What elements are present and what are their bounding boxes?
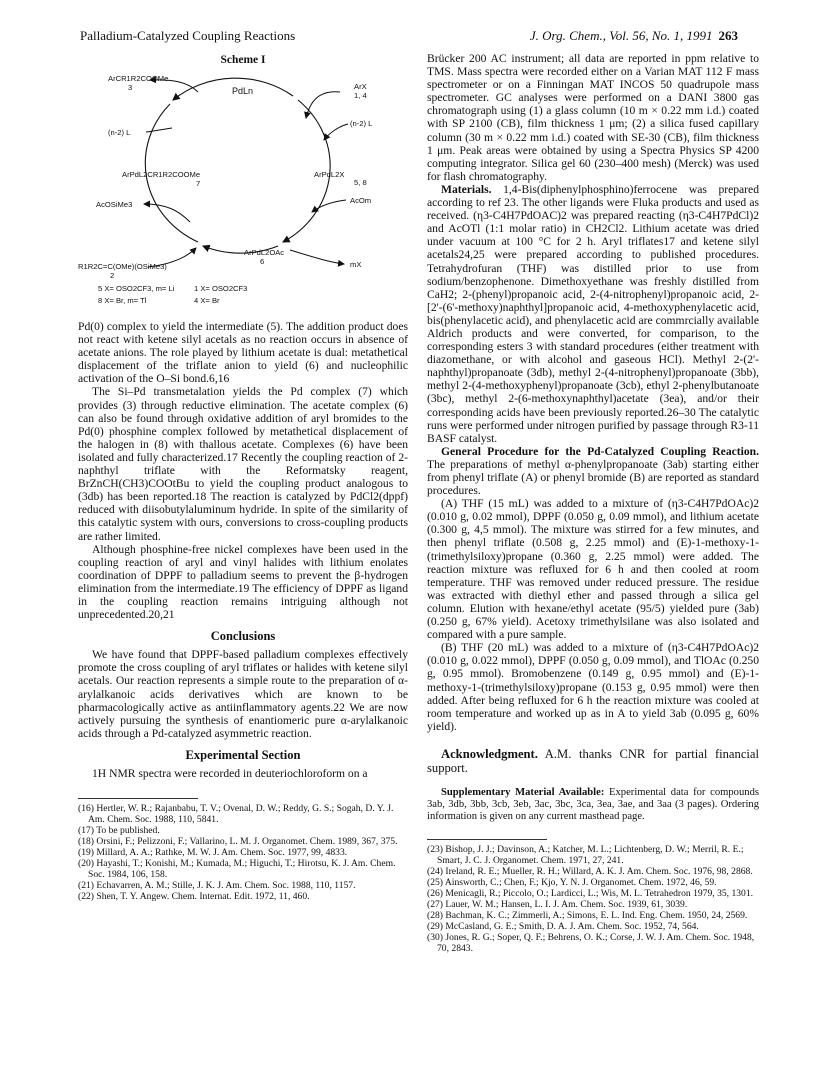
procedure-a: (A) THF (15 mL) was added to a mixture of (η3-C4H7PdOAc)2 (0.010 g, 0.02 mmol), DPPF (0.050 g, 0.09 mmol), and lithium acetate (0.300 g, 4,5 mmol). The mixture was stirred for a few minutes, and then phenyl triflate (0.508 g, 2.25 mmol) and (E)-1-methoxy-1-(trimethylsiloxy)propane (0.360 g, 2.25 mmol) were added. The reaction mixture was refluxed for 6 h and then cooled at room temperature. THF was removed under reduced pressure. The residue was extracted with diethyl ether and passed through a silica gel column. Elution with hexane/ethyl acetate (95/5) yielded pure (3ab) (0.250 g, 67% yield). Acetoxy trimethylsilane was also isolated and compared with a pure sample. xyxy=(427,497,759,642)
product-3-label: ArCR1R2COOMe xyxy=(108,74,169,83)
mx-label: mX xyxy=(350,260,362,269)
complex-7-number: 7 xyxy=(196,179,201,188)
legend-1: 1 X= OSO2CF3 xyxy=(194,284,248,293)
arx-label: ArX xyxy=(354,82,367,91)
footnote: (17) To be published. xyxy=(78,825,160,837)
page-number: 263 xyxy=(718,28,738,43)
footnote: (27) Lauer, W. M.; Hansen, L. I. J. Am. Chem. Soc. 1939, 61, 3039. xyxy=(427,898,688,910)
acom-label: AcOm xyxy=(350,196,372,205)
paragraph: Although phosphine-free nickel complexes have been used in the coupling reaction of aryl and vinyl halides with lithium enolates coordination of DPPF to palladium seems to prevent the β-hydrogen elimination from the intermediate.19 The efficiency of DPPF as ligand in the coupling reaction remains intriguing although not unprecedented.20,21 xyxy=(78,542,408,622)
general-procedure-paragraph xyxy=(427,445,759,497)
pd-center-label: PdLn xyxy=(232,86,254,96)
acosime3-label: AcOSiMe3 xyxy=(96,200,133,209)
complex-7-label: ArPdL2CR1R2COOMe xyxy=(122,170,201,179)
ligand-left-label: (n-2) L xyxy=(108,128,131,137)
complex-6-label: ArPdL2OAc xyxy=(244,248,285,257)
ligand-out-left xyxy=(146,128,172,132)
ligand-right-label: (n-2) L xyxy=(350,119,373,128)
paragraph: Pd(0) complex to yield the intermediate (5). The addition product does not react with ketene silyl acetals as no reaction occurs in absence of acetate anions. The role played by lithium acetate is dual: metathetical displacement of the triflate anion to yield (6) and nucleophilic activation of the O–Si bond.6,16 xyxy=(78,320,408,386)
legend-5: 5 X= OSO2CF3, m= Li xyxy=(98,284,175,293)
footnotes-left xyxy=(78,803,408,902)
footnote: (29) McCasland, G. E.; Smith, D. A. J. Am. Chem. Soc. 1952, 74, 564. xyxy=(427,920,699,932)
footnote: (24) Ireland, R. E.; Mueller, R. H.; Willard, A. K. J. Am. Chem. Soc. 1976, 98, 2868. xyxy=(427,865,753,877)
acknowledgment-heading: Acknowledgment. xyxy=(441,746,538,761)
legend-8: 8 X= Br, m= Tl xyxy=(98,296,147,305)
footnote: (22) Shen, T. Y. Angew. Chem. Internat. Edit. 1972, 11, 460. xyxy=(78,891,310,903)
footnote: (19) Millard, A. A.; Rathke, M. W. J. Am. Chem. Soc. 1977, 99, 4833. xyxy=(78,847,348,859)
journal-name: J. Org. Chem., Vol. 56, No. 1, 1991 xyxy=(529,28,713,43)
footnote: (30) Jones, R. G.; Soper, Q. F.; Behrens, O. K.; Corse, J. W. J. Am. Chem. Soc. 1948, 70, 2843. xyxy=(427,931,755,954)
acknowledgment-text: A.M. thanks CNR for partial financial support. xyxy=(427,746,759,775)
paragraph: We have found that DPPF-based palladium complexes effectively promote the cross coupling of aryl triflates or halides with ketene silyl acetals. Our reaction represents a simple route to the preparation of α-arylalkanoic acids derivatives which are known to be pharmacologically active as antiinflammatory agents.22 We are now actively pursuing the synthesis of enantiomeric pure α-arylalkanoic acids through a Pd-catalyzed asymmetric reaction. xyxy=(78,648,408,740)
scheme-1 xyxy=(78,52,408,280)
complex-6-number: 6 xyxy=(260,257,265,266)
legend-4: 4 X= Br xyxy=(194,296,220,305)
mx-out-arrow xyxy=(290,250,344,264)
footnote: (16) Hertler, W. R.; Rajanbabu, T. V.; Ovenal, D. W.; Reddy, G. S.; Sogah, D. Y. J. Am. Chem. Soc. 1988, 110, 5841. xyxy=(78,803,394,826)
left-column xyxy=(78,52,408,902)
footnote-rule xyxy=(427,839,547,840)
ketene-acetal-number: 2 xyxy=(110,271,115,280)
scheme-legend xyxy=(78,280,408,320)
footnote: (23) Bishop, J. J.; Davinson, A.; Katcher, M. L.; Lichtenberg, D. W.; Merril, R. E.; Smart, J. C. J. Organomet. Chem. 1971, 27, 241. xyxy=(427,843,744,866)
footnote: (26) Menicagli, R.; Piccolo, O.; Lardicci, L.; Wis, M. L. Tetrahedron 1979, 35, 1301. xyxy=(427,887,754,899)
supplementary-heading: Supplementary Material Available: xyxy=(441,786,605,798)
footnote: (20) Hayashi, T.; Konishi, M.; Kumada, M.; Higuchi, T.; Hirotsu, K. J. Am. Chem. Soc. 1984, 106, 158. xyxy=(78,858,396,881)
footnotes-right xyxy=(427,844,759,954)
journal-citation xyxy=(530,28,738,44)
paragraph: Brücker 200 AC instrument; all data are reported in ppm relative to TMS. Mass spectra were recorded either on a Varian MAT 112 F mass spectrometer or on a Finningan MAT INCOS 50 quadrupole mass spectrometer. GC analyses were performed on a DANI 3800 gas chromatograph using (1) a glass column (10 m × 0.22 mm i.d.) coated with SP 2100 (CB), film thickness 1 μm; (2) a silica fused capillary column (30 m × 0.22 mm i.d.) coated with SE-30 (CB), film thickness 1 μm. Peak areas were obtained by using a Spectra Physics SP 4200 computing integrator. Silica gel 60 (230–400 mesh) (Merck) was used for flash chromatography. xyxy=(427,52,759,183)
right-column xyxy=(427,52,759,954)
ketene-acetal-label: R1R2C=C(OMe)(OSiMe3) xyxy=(78,262,167,271)
arx-in-arrow xyxy=(306,92,340,118)
materials-text: 1,4-Bis(diphenylphosphino)ferrocene was prepared according to ref 23. The other ligands were Fluka products and used as received. (η3-C4H7PdOAC)2 was prepared reacting (η3-C4H7PdCl)2 and AcOTl (1:1 molar ratio) in CH2Cl2. Lithium acetate was dried under vacuum at 100 °C for 2 h. Aryl triflates17 and ketene silyl acetals24,25 were prepared according to published procedures. Tetrahydrofuran (THF) was distilled prior to use from sodium/benzophenone. Dimethoxyethane was freshly distilled from CaH2; 2-(phenyl)propanoic acid, 2-(4-nitrophenyl)propanoic acid, 2-[2'-(6'-methoxy)naphthyl]propanoic acid, 4-methoxyphenylacetic acid, bis(phenylacetic acid), and phenylacetic acid are commrcially available Aldrich products and were converted, for comparison, to the corresponding esters 3 with standard procedures (either treatment with diazomethane, or with alcohol and gaseous HCl). Methyl 2-(2'-naphthyl)propanoate (3db), methyl 2-(4-nitrophenyl)propanoate (3bb), methyl 2-(4-methoxyphenyl)propanoate (3cb), ethyl 2-phenylbutanoate (3bc), methyl 2-(6-methoxynaphthyl)acetate (3ea), and/or their corresponding acids have been previously reported.26–30 The catalytic runs were performed under nitrogen purified by passage through R3-11 BASF catalyst. xyxy=(427,182,759,445)
arx-number: 1, 4 xyxy=(354,91,367,100)
running-title: Palladium-Catalyzed Coupling Reactions xyxy=(80,28,296,43)
procedure-b: (B) THF (20 mL) was added to a mixture of (η3-C4H7PdOAc)2 (0.010 g, 0.022 mmol), DPPF (0.050 g, 0.09 mmol), and TlOAc (0.250 g, 0.95 mmol). Bromobenzene (0.149 g, 0.95 mmol) and (E)-1-methoxy-1-(trimethylsiloxy)propane (0.153 g, 0.95 mmol) were then added. After being refluxed for 6 h the reaction mixture was cooled at room temperature and worked up as in A to yield 3ab (0.095 g, 60% yield). xyxy=(427,641,759,733)
general-procedure-heading: General Procedure for the Pd-Catalyzed Coupling Reaction. xyxy=(441,444,759,458)
materials-heading: Materials. xyxy=(441,182,492,196)
paragraph: 1H NMR spectra were recorded in deuteriochloroform on a xyxy=(92,767,368,780)
acknowledgment xyxy=(427,747,759,775)
paragraph: The Si–Pd transmetalation yields the Pd complex (7) which provides (3) through reductive elimination. The acetate complex (6) can also be found through oxidative addition of aryl bromides to the Pd(0) phosphine complex followed by metathetical displacement of the halogen in (8) with thallous acetate. Complexes (6) have been isolated and fully characterized.17 Recently the coupling reaction of 2-naphthyl triflate with the Reformatsky reagent, BrZnCH(CH3)COOtBu to yield the coupling product analogous to (3db) has been reported.18 The reaction is catalyzed by PdCl2(dppf) reduced with diisobutylaluminum hydride. In spite of the similarity of this catalytic system with ours, conversions to cross-coupling products are rather limited. xyxy=(78,385,408,543)
footnote-rule xyxy=(78,798,198,799)
footnote: (21) Echavarren, A. M.; Stille, J. K. J. Am. Chem. Soc. 1988, 110, 1157. xyxy=(78,880,356,892)
general-procedure-text: The preparations of methyl α-phenylpropanoate (3ab) starting either from phenyl triflate (A) or phenyl bromide (B) are reported as standard procedures. xyxy=(427,457,759,498)
complex-58-label: ArPdL2X xyxy=(314,170,345,179)
materials-paragraph xyxy=(427,183,759,445)
complex-58-number: 5, 8 xyxy=(354,178,367,187)
scheme-title: Scheme I xyxy=(220,54,266,66)
product-3-number: 3 xyxy=(128,83,133,92)
supplementary-material xyxy=(427,787,759,823)
experimental-heading: Experimental Section xyxy=(185,747,301,762)
footnote: (18) Orsini, F.; Pelizzoni, F.; Vallarino, L. M. J. Organomet. Chem. 1989, 367, 375. xyxy=(78,836,398,848)
supplementary-text: Experimental data for compounds 3ab, 3db, 3bb, 3cb, 3eb, 3ac, 3bc, 3ca, 3ea, 3ae, and 3aa (3 pages). Ordering information is given on any current masthead page. xyxy=(427,786,759,822)
conclusions-heading: Conclusions xyxy=(210,629,276,644)
ligand-in-right xyxy=(324,124,348,140)
footnote: (25) Ainsworth, C.; Chen, F.; Kjo, Y. N. J. Organomet. Chem. 1972, 46, 59. xyxy=(427,876,717,888)
footnote: (28) Bachman, K. C.; Zimmerli, A.; Simons, E. L. Ind. Eng. Chem. 1950, 24, 2569. xyxy=(427,909,748,921)
